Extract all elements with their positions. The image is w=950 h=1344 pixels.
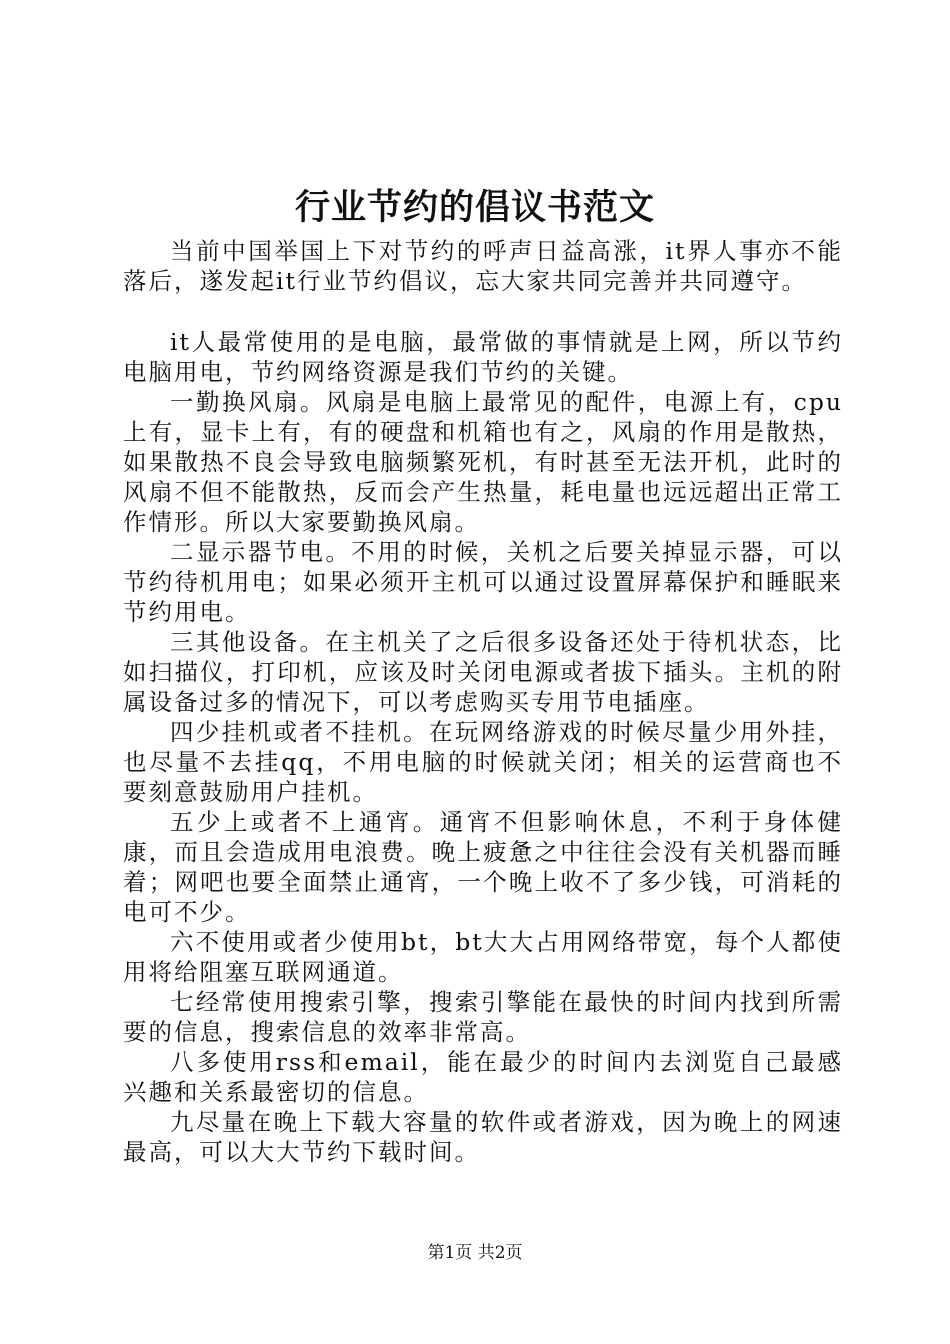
document-title: 行业节约的倡议书范文	[294, 188, 655, 228]
intro-paragraph: 当前中国举国上下对节约的呼声日益高涨，it界人事亦不能落后，遂发起it行业节约倡议，忘大家共同完善并共同遵守。	[123, 237, 843, 295]
paragraph-item-1: 一勤换风扇。风扇是电脑上最常见的配件，电源上有，cpu上有，显卡上有，有的硬盘和机箱也有之，风扇的作用是散热，如果散热不良会导致电脑频繁死机，有时甚至无法开机，此时的风扇不但不能散热，反而会产生热量，耗电量也远远超出正常工作情形。所以大家要勤换风扇。	[123, 388, 843, 536]
paragraph-item-2: 二显示器节电。不用的时候，关机之后要关掉显示器，可以节约待机用电；如果必须开主机可以通过设置屏幕保护和睡眠来节约用电。	[123, 538, 843, 626]
paragraph-item-9: 九尽量在晚上下载大容量的软件或者游戏，因为晚上的网速最高，可以大大节约下载时间。	[123, 1108, 843, 1166]
paragraph-item-3: 三其他设备。在主机关了之后很多设备还处于待机状态，比如扫描仪，打印机，应该及时关闭电源或者拔下插头。主机的附属设备过多的情况下，可以考虑购买专用节电插座。	[123, 628, 843, 716]
paragraph-item-5: 五少上或者不上通宵。通宵不但影响休息，不利于身体健康，而且会造成用电浪费。晚上疲惫之中往往会没有关机器而睡着；网吧也要全面禁止通宵，一个晚上收不了多少钱，可消耗的电可不少。	[123, 808, 843, 926]
paragraph-item-7: 七经常使用搜索引擎，搜索引擎能在最快的时间内找到所需要的信息，搜索信息的效率非常高。	[123, 988, 843, 1046]
paragraph-item-4: 四少挂机或者不挂机。在玩网络游戏的时候尽量少用外挂，也尽量不去挂qq，不用电脑的时候就关闭；相关的运营商也不要刻意鼓励用户挂机。	[123, 718, 843, 806]
paragraph-overview: it人最常使用的是电脑，最常做的事情就是上网，所以节约电脑用电，节约网络资源是我们节约的关键。	[123, 328, 843, 386]
page-number-footer: 第1页 共2页	[427, 1243, 523, 1263]
paragraph-item-6: 六不使用或者少使用bt，bt大大占用网络带宽，每个人都使用将给阻塞互联网通道。	[123, 928, 843, 986]
paragraph-item-8: 八多使用rss和email，能在最少的时间内去浏览自己最感兴趣和关系最密切的信息。	[123, 1048, 843, 1106]
document-body	[123, 236, 843, 1167]
